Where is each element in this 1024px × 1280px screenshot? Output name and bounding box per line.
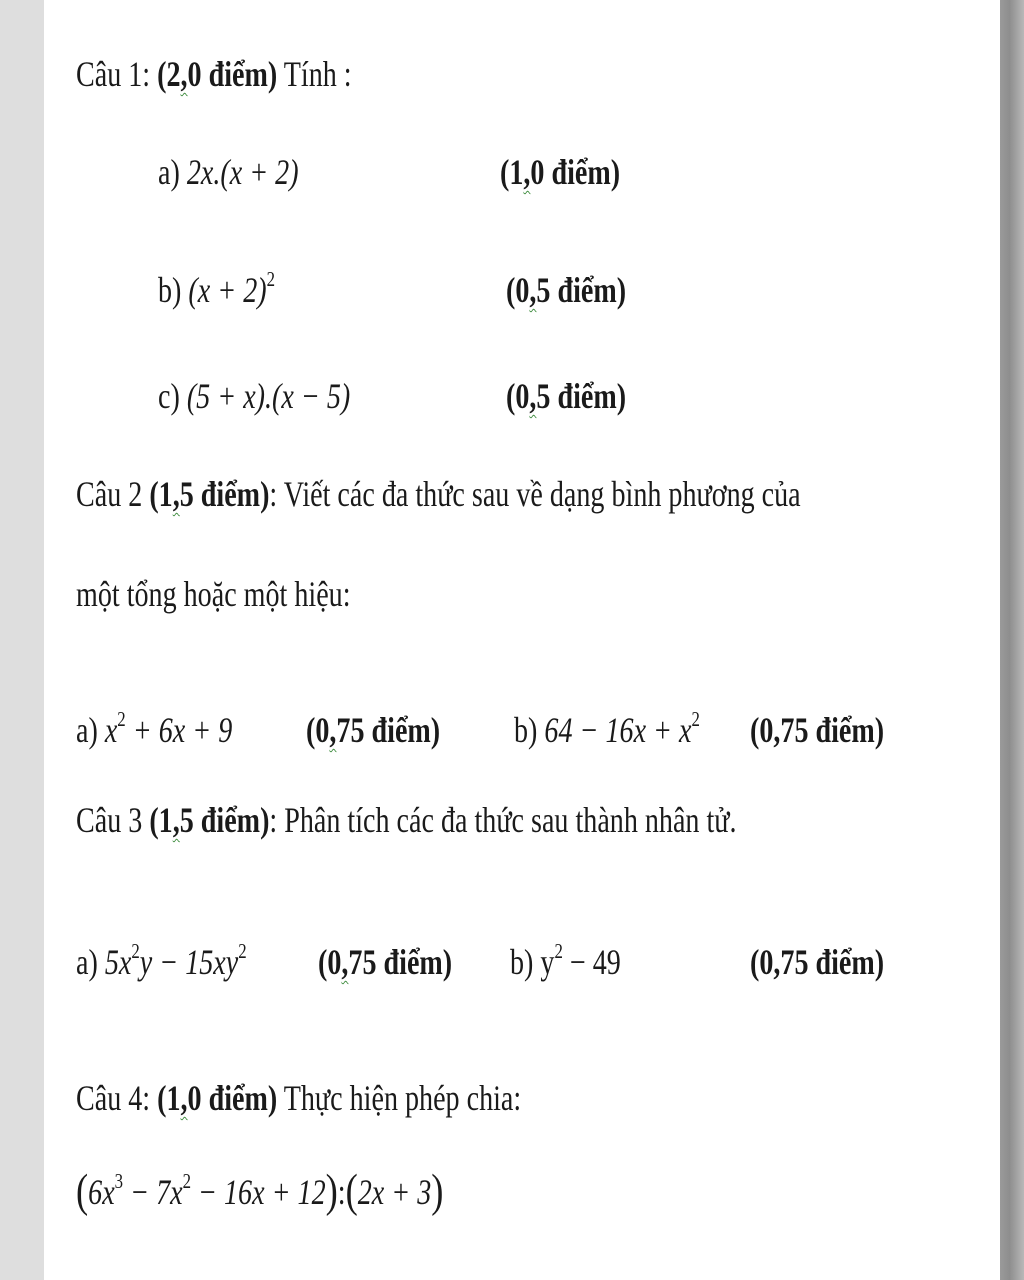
- q1-part-a: [158, 150, 299, 194]
- spellcheck-mark: ,: [529, 376, 537, 416]
- q1-part-c: [158, 374, 350, 418]
- points-text: 5 điểm): [179, 800, 270, 840]
- division-sign: :: [337, 1172, 346, 1212]
- part-label: a): [76, 942, 105, 982]
- math-expression: − 49: [562, 942, 621, 982]
- math-expression: + 6x + 9: [125, 710, 233, 750]
- question-2-line-2: [76, 572, 351, 616]
- paren: ): [325, 1165, 338, 1217]
- scrollbar[interactable]: [1000, 0, 1024, 1280]
- question-label: Câu 1:: [76, 54, 158, 94]
- exponent: 2: [554, 938, 563, 963]
- question-2-title: [76, 472, 801, 516]
- points-text: 5 điểm): [179, 474, 270, 514]
- math-term: 5x: [104, 942, 132, 982]
- math-term: y − 15xy: [139, 942, 239, 982]
- math-expression: (x + 2): [188, 270, 267, 310]
- spellcheck-mark: ,: [329, 710, 337, 750]
- q1-part-b: [158, 268, 275, 317]
- paren: (: [345, 1165, 358, 1217]
- points-text: (0: [306, 710, 330, 750]
- spellcheck-mark: ,: [529, 270, 537, 310]
- part-label: c): [158, 376, 187, 416]
- math-variable: y: [540, 942, 555, 982]
- question-label: Câu 2: [76, 474, 150, 514]
- spellcheck-mark: ,: [172, 800, 180, 840]
- q1-part-a-points: [500, 150, 620, 194]
- part-label: a): [76, 710, 105, 750]
- question-label: Câu 3: [76, 800, 150, 840]
- exponent: 3: [114, 1168, 124, 1193]
- question-label: Câu 4:: [76, 1078, 158, 1118]
- question-text: một tổng hoặc một hiệu:: [76, 574, 351, 614]
- spellcheck-mark: ,: [180, 54, 188, 94]
- points-text: (1: [500, 152, 524, 192]
- points-text: 0 điểm): [187, 54, 278, 94]
- question-4-title: [76, 1076, 521, 1120]
- q1-part-c-points: [506, 374, 626, 418]
- math-term: 6x: [88, 1172, 115, 1212]
- q4-expression: [76, 1165, 444, 1219]
- q2-part-a-points: [306, 708, 440, 752]
- exponent: 2: [131, 938, 140, 963]
- exponent: 2: [266, 266, 276, 291]
- points-text: 0 điểm): [187, 1078, 278, 1118]
- points-text: (0,75 điểm): [750, 942, 885, 982]
- q3-part-b-points: [750, 940, 884, 984]
- points-text: 5 điểm): [536, 376, 627, 416]
- q2-part-b: [514, 708, 700, 757]
- exponent: 2: [182, 1168, 192, 1193]
- math-expression: 64 − 16x + x: [544, 710, 692, 750]
- question-text: Thực hiện phép chia:: [277, 1078, 522, 1118]
- math-term: − 7x: [123, 1172, 183, 1212]
- points-text: 75 điểm): [336, 710, 441, 750]
- exponent: 2: [691, 706, 700, 731]
- q1-part-b-points: [506, 268, 626, 312]
- spellcheck-mark: ,: [523, 152, 531, 192]
- question-text: : Phân tích các đa thức sau thành nhân tử.: [269, 800, 737, 840]
- exponent: 2: [117, 706, 126, 731]
- points-text: (0: [506, 376, 530, 416]
- points-text: (0: [506, 270, 530, 310]
- points-text: (1: [149, 800, 173, 840]
- spellcheck-mark: ,: [172, 474, 180, 514]
- math-expression: 2x.(x + 2): [186, 152, 299, 192]
- question-3-title: [76, 798, 737, 842]
- document-page: [44, 0, 1000, 1280]
- part-label: b): [158, 270, 189, 310]
- q3-part-b: [510, 940, 621, 989]
- q3-part-a-points: [318, 940, 452, 984]
- spellcheck-mark: ,: [341, 942, 349, 982]
- part-label: b): [514, 710, 545, 750]
- math-term: − 16x + 12: [191, 1172, 326, 1212]
- points-text: (1: [157, 1078, 181, 1118]
- exponent: 2: [238, 938, 247, 963]
- spellcheck-mark: ,: [180, 1078, 188, 1118]
- paren: (: [76, 1165, 89, 1217]
- question-text: Tính :: [277, 54, 352, 94]
- math-expression: (5 + x).(x − 5): [186, 376, 351, 416]
- q3-part-a: [76, 940, 247, 989]
- points-text: 5 điểm): [536, 270, 627, 310]
- question-text: : Viết các đa thức sau về dạng bình phương của: [269, 474, 801, 514]
- math-variable: x: [104, 710, 118, 750]
- points-text: (0: [318, 942, 342, 982]
- part-label: b): [510, 942, 541, 982]
- points-text: (0,75 điểm): [750, 710, 885, 750]
- paren: ): [431, 1165, 444, 1217]
- points-text: (1: [149, 474, 173, 514]
- q2-part-b-points: [750, 708, 884, 752]
- question-1-title: [76, 52, 352, 96]
- q2-part-a: [76, 708, 232, 757]
- points-text: (2: [157, 54, 181, 94]
- points-text: 75 điểm): [348, 942, 453, 982]
- math-term: 2x + 3: [357, 1172, 432, 1212]
- points-text: 0 điểm): [530, 152, 621, 192]
- part-label: a): [158, 152, 187, 192]
